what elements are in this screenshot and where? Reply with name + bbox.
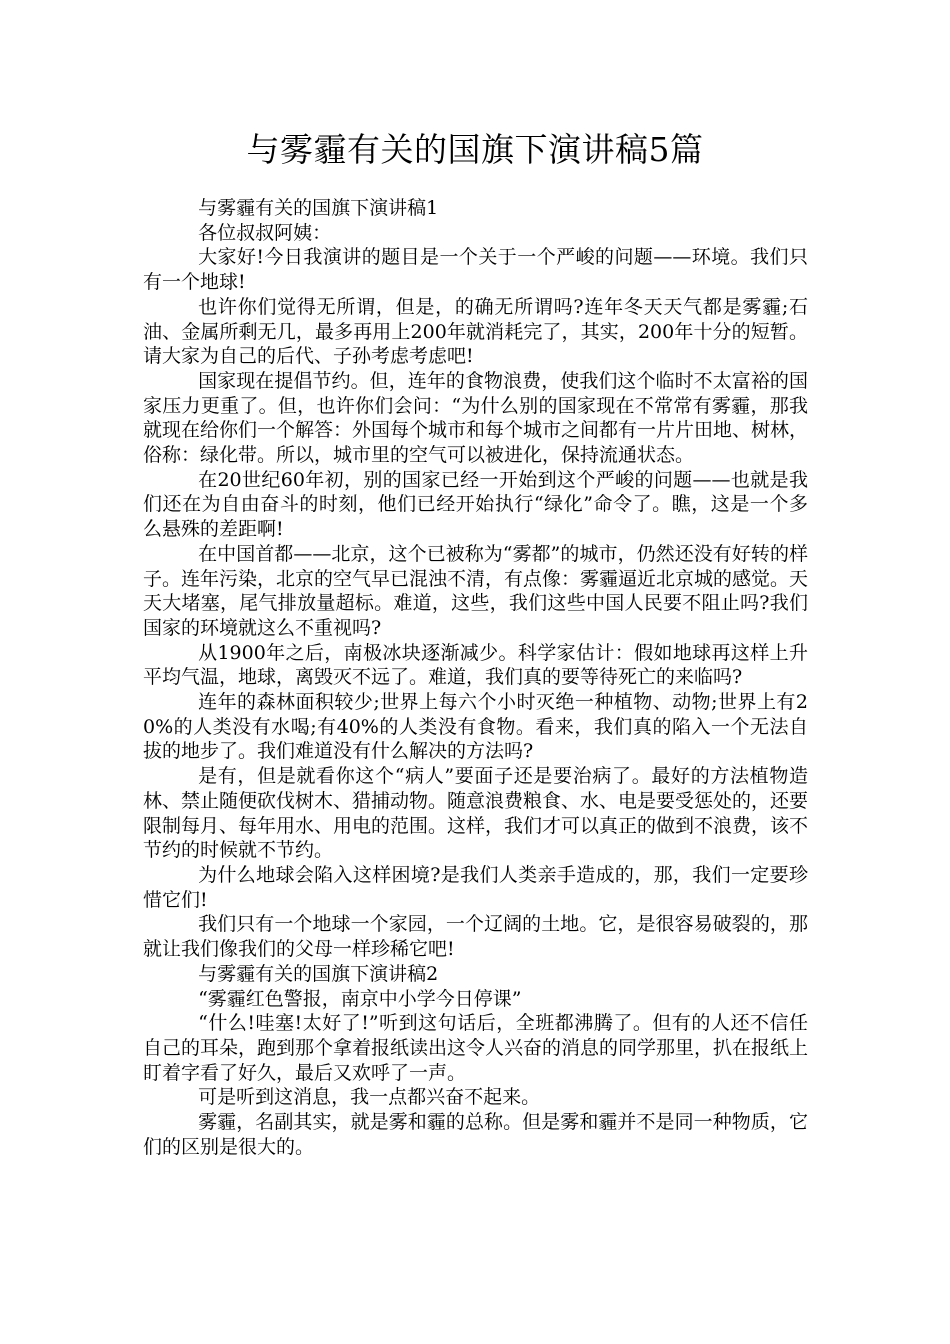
paragraph: 在中国首都——北京，这个已被称为“雾都”的城市，仍然还没有好转的样子。连年污染，北京的空气早已混浊不清，有点像：雾霾逼近北京城的感觉。天天大堵塞，尾气排放量超标。难道，这些，我们这些中国人民要不阻止吗?我们国家的环境就这么不重视吗? [143, 542, 809, 639]
paragraph: 是有，但是就看你这个“病人”要面子还是要治病了。最好的方法植物造林、禁止随便砍伐树木、猎捕动物。随意浪费粮食、水、电是要受惩处的，还要限制每月、每年用水、用电的范围。这样，我们才可以真正的做到不浪费，该不节约的时候就不节约。 [143, 765, 809, 862]
paragraph: “什么!哇塞!太好了!”听到这句话后，全班都沸腾了。但有的人还不信任自己的耳朵，跑到那个拿着报纸读出这令人兴奋的消息的同学那里，扒在报纸上盯着字看了好久，最后又欢呼了一声。 [143, 1012, 809, 1084]
paragraph: “雾霾红色警报，南京中小学今日停课” [198, 987, 522, 1010]
paragraph: 也许你们觉得无所谓，但是，的确无所谓吗?连年冬天天气都是雾霾;石油、金属所剩无几，最多再用上200年就消耗完了，其实，200年十分的短暂。请大家为自己的后代、子孙考虑考虑吧! [143, 295, 808, 368]
paragraph: 各位叔叔阿姨： [198, 221, 332, 244]
paragraph: 国家现在提倡节约。但，连年的食物浪费，使我们这个临时不太富裕的国家压力更重了。但，也许你们会问：“为什么别的国家现在不常常有雾霾，那我就现在给你们一个解答：外国每个城市和每个城市之间都有一片片田地、树林，俗称：绿化带。所以，城市里的空气可以被进化，保持流通状态。 [143, 369, 809, 467]
document-title: 与雾霾有关的国旗下演讲稿5篇 [246, 130, 704, 169]
paragraph: 连年的森林面积较少;世界上每六个小时灭绝一种植物、动物;世界上有20%的人类没有水喝;有40%的人类没有食物。看来，我们真的陷入一个无法自拔的地步了。我们难道没有什么解决的方法吗? [143, 691, 808, 763]
section-heading: 与雾霾有关的国旗下演讲稿1 [198, 197, 439, 219]
paragraph: 为什么地球会陷入这样困境?是我们人类亲手造成的，那，我们一定要珍惜它们! [143, 863, 808, 911]
paragraph: 我们只有一个地球一个家园，一个辽阔的土地。它，是很容易破裂的，那就让我们像我们的父母一样珍稀它吧! [143, 913, 808, 961]
paragraph: 可是听到这消息，我一点都兴奋不起来。 [198, 1086, 541, 1109]
paragraph: 从1900年之后，南极冰块逐渐减少。科学家估计：假如地球再这样上升平均气温，地球，离毁灭不远了。难道，我们真的要等待死亡的来临吗? [143, 641, 808, 689]
paragraph: 雾霾，名副其实，就是雾和霾的总称。但是雾和霾并不是同一种物质，它们的区别是很大的。 [143, 1111, 808, 1158]
paragraph: 在20世纪60年初，别的国家已经一开始到这个严峻的问题——也就是我们还在为自由奋斗的时刻，他们已经开始执行“绿化”命令了。瞧，这是一个多么悬殊的差距啊! [143, 468, 808, 541]
document-body [143, 196, 808, 1159]
section-heading: 与雾霾有关的国旗下演讲稿2 [198, 962, 439, 985]
paragraph: 大家好!今日我演讲的题目是一个关于一个严峻的问题——环境。我们只有一个地球! [143, 246, 808, 294]
